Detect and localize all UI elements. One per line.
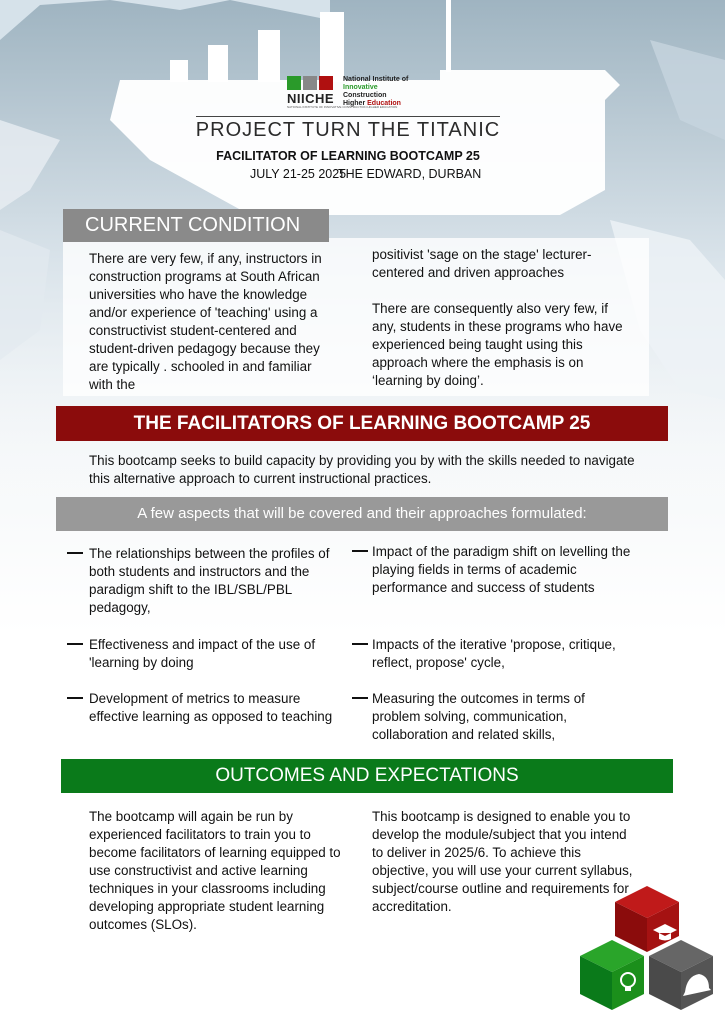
logo-institute-name [343, 76, 408, 108]
current-condition-right-p2: There are consequently also very few, if any, students in these programs who have experienced being taught using this approach where the emphasis is on ‘learning by doing’. [372, 301, 623, 388]
bullet-dash [352, 643, 368, 645]
logo-brand-sub: NATIONAL INSTITUTE OF INNOVATIVE CONSTRUCTION HIGHER EDUCATION [287, 105, 398, 109]
aspect-item-1: The relationships between the profiles of both students and instructors and the paradigm shift to the IBL/SBL/PBL pedagogy, [89, 546, 330, 615]
current-condition-right-text [372, 246, 627, 390]
page-title: PROJECT TURN THE TITANIC [195, 119, 501, 141]
lightbulb-icon [580, 940, 644, 1010]
aspect-item-2: Impact of the paradigm shift on levelling the playing fields in terms of academic performance and success of students [372, 544, 631, 595]
hard-hat-icon [649, 940, 713, 1010]
logo-line-1: National Institute of [343, 76, 409, 83]
logo-gray-box [303, 76, 317, 90]
bullet-dash [352, 550, 368, 552]
logo-brand: NIICHE [287, 91, 335, 106]
logo-icons [287, 76, 333, 90]
aspect-item-6: Measuring the outcomes in terms of problem solving, communication, collaboration and related skills, [372, 691, 585, 742]
logo-line-2: Innovative [343, 84, 378, 91]
event-subtitle: FACILITATOR OF LEARNING BOOTCAMP 25 [216, 149, 480, 163]
bootcamp-intro: This bootcamp seeks to build capacity by providing you by with the skills needed to navigate this alternative approach to current instructional practices. [89, 453, 635, 486]
aspect-item-5: Development of metrics to measure effective learning as opposed to teaching [89, 691, 333, 724]
title-rule [196, 116, 500, 117]
niiche-logo [287, 76, 437, 109]
logo-line-4b: Education [367, 100, 401, 107]
logo-red-box [319, 76, 333, 90]
bootcamp-heading: THE FACILITATORS OF LEARNING BOOTCAMP 25 [56, 406, 668, 441]
current-condition-heading: CURRENT CONDITION [63, 209, 329, 242]
aspect-item-3: Effectiveness and impact of the use of 'learning by doing [89, 637, 316, 670]
logo-line-3: Construction [343, 92, 387, 99]
graduation-cap-icon [615, 886, 679, 952]
aspect-item-4: Impacts of the iterative 'propose, critique, reflect, propose' cycle, [372, 637, 616, 670]
aspects-heading: A few aspects that will be covered and their approaches formulated: [56, 497, 668, 531]
decorative-cubes [575, 880, 725, 1024]
event-venue: THE EDWARD, DURBAN [338, 167, 482, 181]
logo-line-4a: Higher [343, 100, 368, 107]
outcomes-heading: OUTCOMES AND EXPECTATIONS [61, 759, 673, 793]
bullet-dash [67, 697, 83, 699]
logo-green-box [287, 76, 301, 90]
current-condition-left-text: There are very few, if any, instructors in construction programs at South African universities who have the knowledge and/or experience of 'teaching' using a constructivist student-centered and student-driven pedagogy because they are typically . schooled in and familiar with the [89, 251, 322, 392]
bullet-dash [67, 643, 83, 645]
outcomes-left-text: The bootcamp will again be run by experienced facilitators to train you to become facilitators of learning equipped to use constructivist and active learning techniques in your classrooms including developing appropriate student learning outcomes (SLOs). [89, 809, 341, 932]
bullet-dash [67, 552, 83, 554]
current-condition-right-p1: positivist 'sage on the stage' lecturer-centered and driven approaches [372, 247, 592, 280]
bullet-dash [352, 697, 368, 699]
event-date: JULY 21-25 2025 [250, 167, 347, 181]
outcomes-right-text: This bootcamp is designed to enable you to develop the module/subject that you intend to deliver in 2025/6. To achieve this objective, you will use your current syllabus, subject/course outline and requirements for accreditation. [372, 809, 633, 914]
